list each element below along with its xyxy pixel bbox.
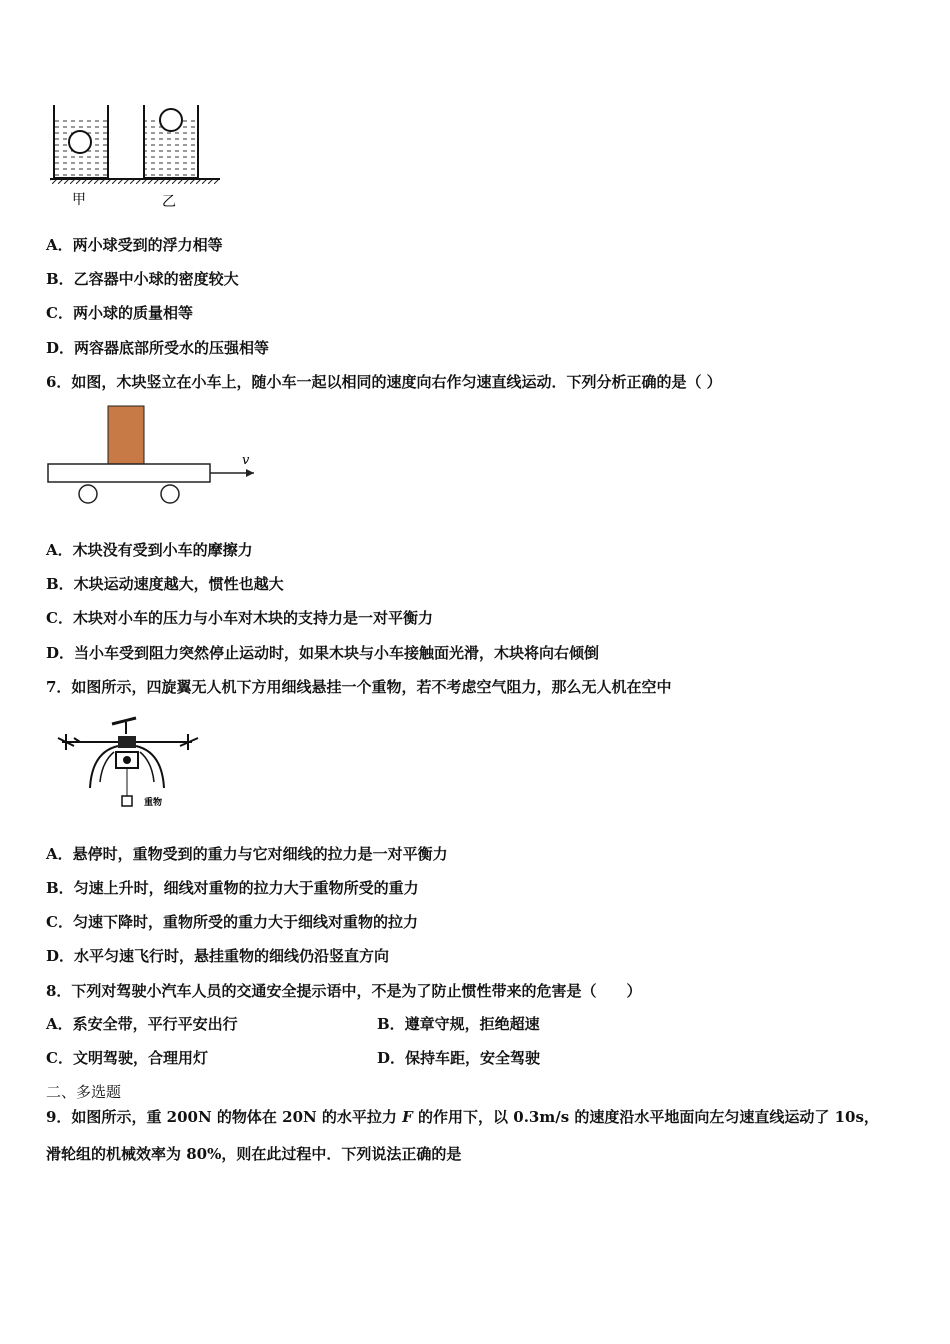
q6-option-c: C．木块对小车的压力与小车对木块的支持力是一对平衡力 — [46, 609, 433, 627]
q9-stem — [46, 1107, 879, 1127]
wood-block — [108, 406, 144, 464]
q9-stem-part2: 的作用下，以 0.3m/s 的速度沿水平地面向左匀速直线运动了 10s， — [412, 1108, 879, 1126]
q8-option-c: C．文明驾驶，合理用灯 — [46, 1049, 208, 1067]
containers-figure — [46, 100, 226, 212]
q8-option-a: A．系安全带，平行平安出行 — [46, 1015, 238, 1033]
cart-figure — [46, 402, 266, 510]
ball-jia — [69, 131, 91, 153]
section-title: 二、多选题 — [46, 1083, 122, 1101]
q8-option-d: D．保持车距，安全驾驶 — [377, 1049, 541, 1067]
cart-wheel-left — [79, 485, 97, 503]
q5-option-a: A．两小球受到的浮力相等 — [46, 236, 223, 254]
ball-yi — [160, 109, 182, 131]
cart-wheel-right — [161, 485, 179, 503]
q9-stem-var: F — [402, 1108, 413, 1126]
q8-stem: 8．下列对驾驶小汽车人员的交通安全提示语中，不是为了防止惯性带来的危害是（ ） — [46, 982, 642, 1000]
q9-stem-part1: 9．如图所示，重 200N 的物体在 20N 的水平拉力 — [46, 1108, 403, 1126]
drone-weight — [122, 796, 132, 806]
q6-option-b: B．木块运动速度越大，惯性也越大 — [46, 575, 284, 593]
q7-option-d: D．水平匀速飞行时，悬挂重物的细线仍沿竖直方向 — [46, 947, 390, 965]
q7-option-a: A．悬停时，重物受到的重力与它对细线的拉力是一对平衡力 — [46, 845, 448, 863]
q5-option-b: B．乙容器中小球的密度较大 — [46, 270, 239, 288]
container-yi — [144, 105, 198, 178]
q6-option-a: A．木块没有受到小车的摩擦力 — [46, 541, 253, 559]
q7-option-c: C．匀速下降时，重物所受的重力大于细线对重物的拉力 — [46, 913, 418, 931]
q6-option-d: D．当小车受到阻力突然停止运动时，如果木块与小车接触面光滑，木块将向右倾倒 — [46, 644, 600, 662]
label-jia: 甲 — [72, 192, 86, 208]
weight-label: 重物 — [144, 798, 163, 808]
velocity-label: v — [242, 453, 250, 468]
q7-option-b: B．匀速上升时，细线对重物的拉力大于重物所受的重力 — [46, 879, 419, 897]
drone-figure — [52, 712, 212, 816]
label-yi: 乙 — [162, 194, 176, 210]
q8-option-b: B．遵章守规，拒绝超速 — [377, 1015, 540, 1033]
q5-option-d: D．两容器底部所受水的压强相等 — [46, 339, 270, 357]
q5-option-c: C．两小球的质量相等 — [46, 304, 193, 322]
container-jia — [54, 105, 108, 178]
q9-stem-line2: 滑轮组的机械效率为 80%，则在此过程中．下列说法正确的是 — [46, 1145, 462, 1163]
cart-body — [48, 464, 210, 482]
q6-stem: 6．如图，木块竖立在小车上，随小车一起以相同的速度向右作匀速直线运动．下列分析正确的是（ ） — [46, 373, 722, 391]
q7-stem: 7．如图所示，四旋翼无人机下方用细线悬挂一个重物，若不考虑空气阻力，那么无人机在空中 — [46, 678, 672, 696]
